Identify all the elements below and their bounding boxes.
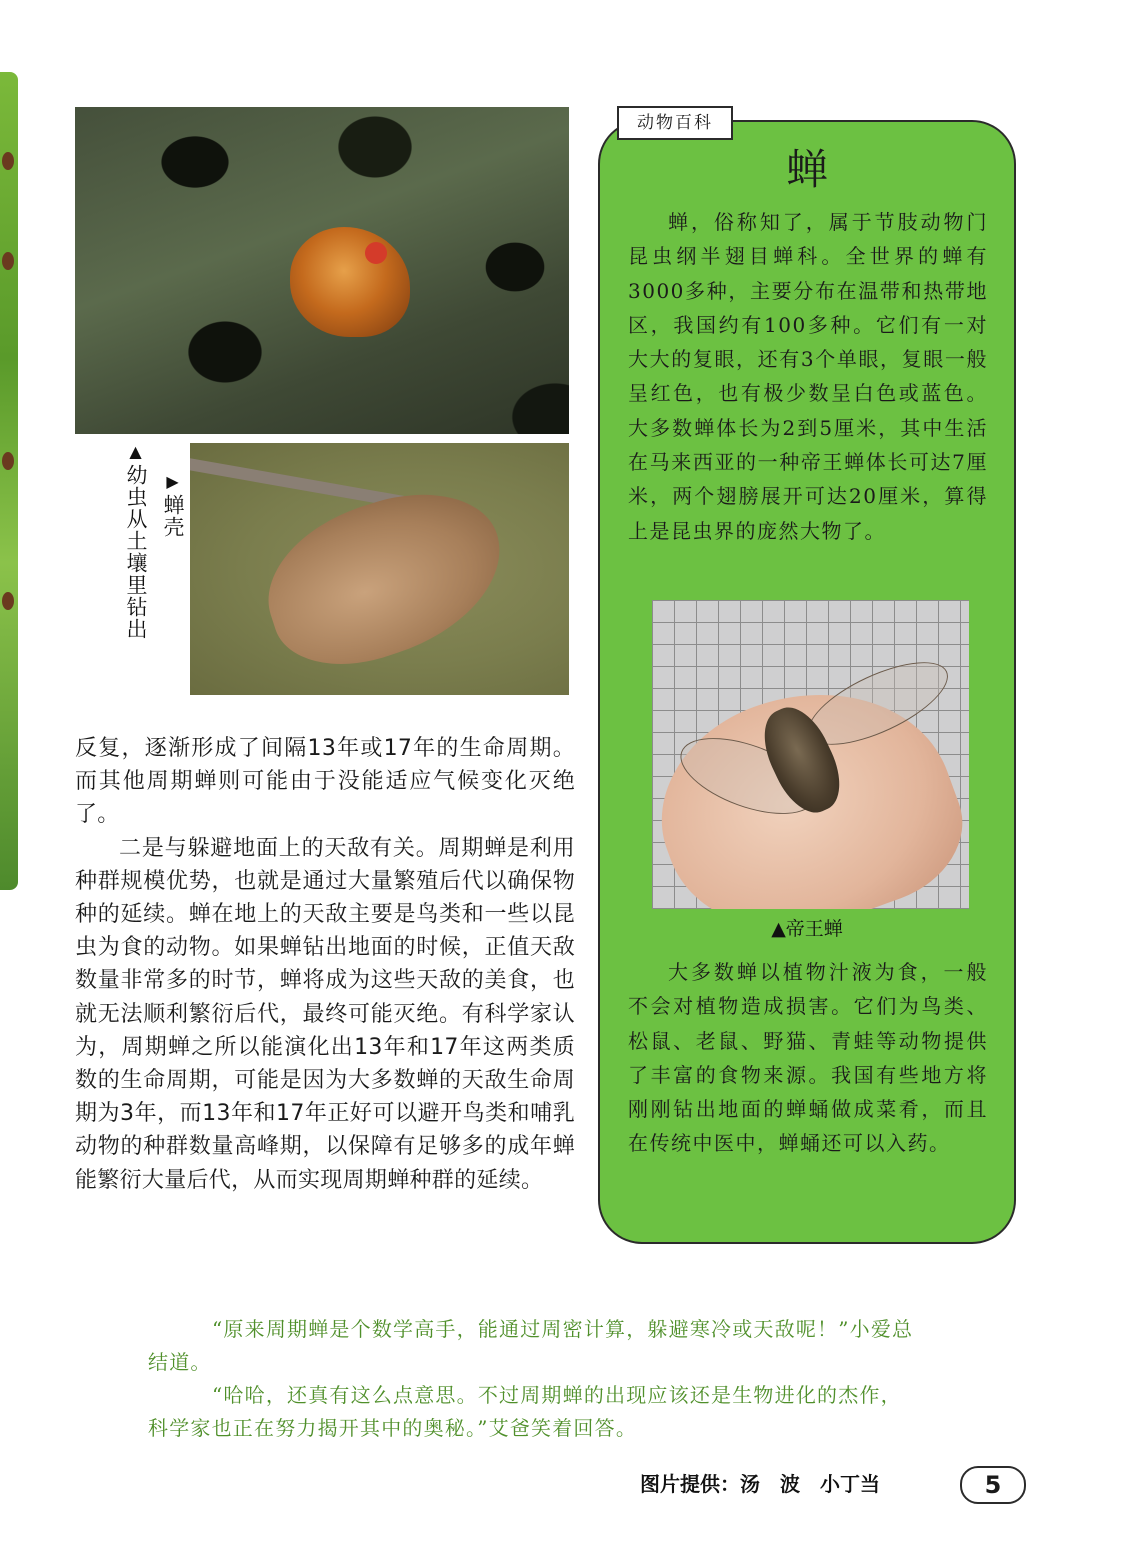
caption-shell-text: 蝉壳: [161, 494, 185, 538]
encyclopedia-text-2: [628, 955, 988, 1161]
right-triangle-icon: ▶: [166, 472, 180, 491]
photo-cicada-shell: [190, 443, 569, 695]
up-triangle-icon: ▲: [129, 442, 143, 461]
main-paragraph-1: 反复，逐渐形成了间隔13年或17年的生命周期。而其他周期蝉则可能由于没能适应气候变化灭绝了。: [75, 736, 575, 828]
dialogue-line-1: “原来周期蝉是个数学高手，能通过周密计算，躲避寒冷或天敌呢！”小爱总结道。: [148, 1317, 914, 1374]
nymph-eye: [365, 242, 387, 264]
photo-emperor-cicada: [652, 600, 969, 909]
caption-larva: [124, 440, 148, 640]
main-article-text: [75, 732, 575, 1197]
photo-nymph-emerging: [75, 107, 569, 434]
encyclopedia-tag: 动物百科: [617, 106, 733, 140]
main-paragraph-2: 二是与躲避地面上的天敌有关。周期蝉是利用种群规模优势，也就是通过大量繁殖后代以确保物种的延续。蝉在地上的天敌主要是鸟类和一些以昆虫为食的动物。如果蝉钻出地面的时候，正值天敌数量非常多的时节，蝉将成为这些天敌的美食，也就无法顺利繁衍后代，最终可能灭绝。有科学家认为，周期蝉之所以能演化出13年和17年这两类质数的生命周期，可能是因为大多数蝉的天敌生命周期为3年，而13年和17年正好可以避开鸟类和哺乳动物的种群数量高峰期，以保障有足够多的成年蝉能繁衍大量后代，从而实现周期蝉种群的延续。: [75, 835, 575, 1193]
caption-shell: [161, 470, 185, 538]
berry-dot: [2, 452, 14, 470]
decorative-leaf-strip: [0, 72, 18, 890]
husk: [248, 470, 523, 687]
nymph-figure: [290, 227, 410, 337]
photo-credit: 图片提供：汤 波 小丁当: [640, 1472, 880, 1496]
encyclopedia-text-1: [628, 205, 988, 548]
berry-dot: [2, 152, 14, 170]
berry-dot: [2, 252, 14, 270]
dialogue-line-2: “哈哈，还真有这么点意思。不过周期蝉的出现应该还是生物进化的杰作，科学家也正在努力揭开其中的奥秘。”艾爸笑着回答。: [148, 1383, 902, 1440]
page-number: 5: [960, 1466, 1026, 1504]
dialogue: [148, 1313, 918, 1445]
encyclopedia-paragraph-2: 大多数蝉以植物汁液为食，一般不会对植物造成损害。它们为鸟类、松鼠、老鼠、野猫、青蛙等动物提供了丰富的食物来源。我国有些地方将刚刚钻出地面的蝉蛹做成菜肴，而且在传统中医中，蝉蛹还可以入药。: [628, 960, 988, 1156]
encyclopedia-title: 蝉: [785, 145, 828, 194]
caption-larva-text: 幼虫从土壤里钻出: [124, 464, 148, 640]
encyclopedia-paragraph-1: 蝉，俗称知了，属于节肢动物门昆虫纲半翅目蝉科。全世界的蝉有3000多种，主要分布在温带和热带地区，我国约有100多种。它们有一对大大的复眼，还有3个单眼，复眼一般呈红色，也有极少数呈白色或蓝色。大多数蝉体长为2到5厘米，其中生活在马来西亚的一种帝王蝉体长可达7厘米，两个翅膀展开可达20厘米，算得上是昆虫界的庞然大物了。: [628, 210, 988, 543]
caption-emperor: ▲帝王蝉: [771, 918, 843, 940]
berry-dot: [2, 592, 14, 610]
